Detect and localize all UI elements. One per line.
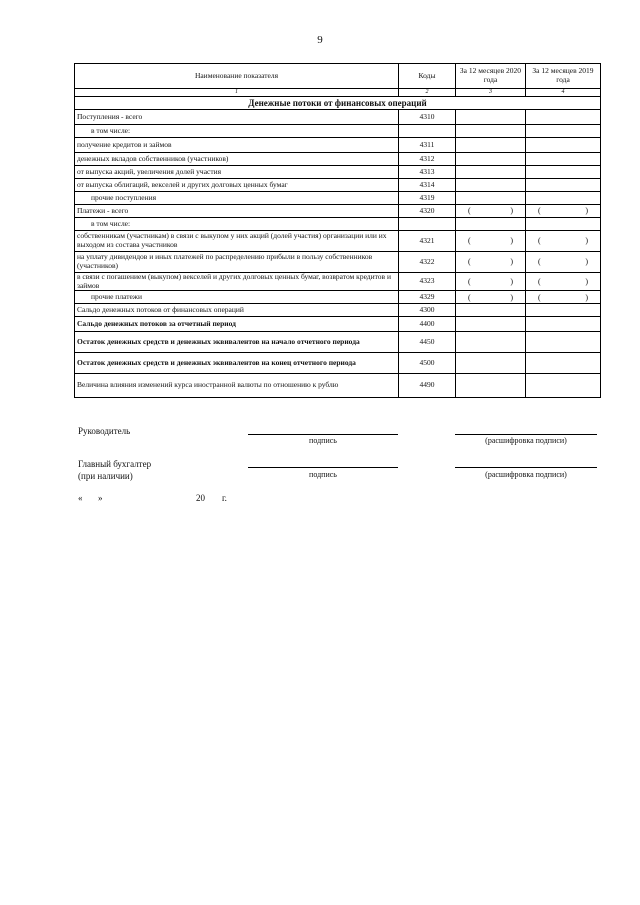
accountant-label: Главный бухгалтер — [78, 459, 152, 469]
table-row — [75, 291, 601, 304]
value-current — [456, 218, 526, 231]
paren-close: ) — [510, 257, 513, 267]
value-previous — [526, 231, 601, 252]
row-name: получение кредитов и займов — [75, 138, 399, 153]
row-code: 4490 — [399, 374, 456, 398]
table-header-row — [75, 64, 601, 89]
date-open-quote: « — [78, 493, 83, 503]
row-code: 4319 — [399, 192, 456, 205]
row-code: 4314 — [399, 179, 456, 192]
table-row — [75, 353, 601, 374]
paren-close: ) — [510, 292, 513, 302]
row-name: от выпуска облигаций, векселей и других долговых ценных бумаг — [75, 179, 399, 192]
value-current — [456, 252, 526, 273]
date-close-quote: » — [98, 493, 103, 503]
table-row — [75, 138, 601, 153]
value-previous — [526, 304, 601, 317]
value-previous — [526, 317, 601, 332]
value-current — [456, 317, 526, 332]
accountant-decode-line — [455, 467, 597, 468]
paren-close: ) — [585, 292, 588, 302]
head-signature-caption: подпись — [309, 436, 337, 445]
value-current — [456, 291, 526, 304]
table-row — [75, 231, 601, 252]
value-previous — [526, 374, 601, 398]
paren-close: ) — [585, 277, 588, 287]
row-name: Платежи - всего — [75, 205, 399, 218]
section-row — [75, 97, 601, 110]
table-row — [75, 110, 601, 125]
row-code: 4322 — [399, 252, 456, 273]
value-current — [456, 138, 526, 153]
row-code: 4310 — [399, 110, 456, 125]
row-code: 4300 — [399, 304, 456, 317]
row-name: Величина влияния изменений курса иностранной валюты по отношению к рублю — [75, 374, 399, 398]
paren-open: ( — [468, 292, 471, 302]
value-previous — [526, 218, 601, 231]
row-code — [399, 218, 456, 231]
row-code: 4312 — [399, 153, 456, 166]
paren-close: ) — [585, 236, 588, 246]
accountant-label-note: (при наличии) — [78, 471, 133, 481]
row-name: Сальдо денежных потоков от финансовых операций — [75, 304, 399, 317]
row-name: от выпуска акций, увеличения долей участия — [75, 166, 399, 179]
row-name: Поступления - всего — [75, 110, 399, 125]
table-row — [75, 218, 601, 231]
row-code: 4400 — [399, 317, 456, 332]
value-previous — [526, 291, 601, 304]
value-previous — [526, 153, 601, 166]
value-current — [456, 179, 526, 192]
value-previous — [526, 252, 601, 273]
paren-close: ) — [585, 257, 588, 267]
value-current — [456, 231, 526, 252]
value-previous — [526, 166, 601, 179]
paren-close: ) — [510, 206, 513, 216]
table-row — [75, 374, 601, 398]
head-decode-caption: (расшифровка подписи) — [485, 436, 567, 445]
paren-close: ) — [510, 236, 513, 246]
value-current — [456, 110, 526, 125]
paren-open: ( — [468, 206, 471, 216]
value-current — [456, 205, 526, 218]
row-name: Сальдо денежных потоков за отчетный период — [75, 317, 399, 332]
column-number: 1 — [75, 89, 399, 97]
table-row — [75, 205, 601, 218]
paren-open: ( — [538, 277, 541, 287]
table-row — [75, 179, 601, 192]
value-current — [456, 332, 526, 353]
value-current — [456, 153, 526, 166]
row-name: прочие поступления — [75, 192, 399, 205]
accountant-decode-caption: (расшифровка подписи) — [485, 470, 567, 479]
value-current — [456, 353, 526, 374]
row-name: прочие платежи — [75, 291, 399, 304]
table-row — [75, 273, 601, 291]
header-period-current: За 12 месяцев 2020 года — [456, 64, 526, 89]
paren-open: ( — [468, 257, 471, 267]
header-code: Коды — [399, 64, 456, 89]
value-previous — [526, 192, 601, 205]
value-previous — [526, 138, 601, 153]
value-previous — [526, 179, 601, 192]
row-code: 4500 — [399, 353, 456, 374]
paren-close: ) — [510, 277, 513, 287]
table-row — [75, 153, 601, 166]
cash-flow-table — [74, 63, 601, 398]
head-signature-line — [248, 434, 398, 435]
header-period-previous: За 12 месяцев 2019 года — [526, 64, 601, 89]
value-current — [456, 374, 526, 398]
row-code: 4320 — [399, 205, 456, 218]
value-previous — [526, 332, 601, 353]
column-number: 2 — [399, 89, 456, 97]
date-year-suffix: г. — [222, 493, 227, 503]
row-name: Остаток денежных средств и денежных эквивалентов на конец отчетного периода — [75, 353, 399, 374]
row-code — [399, 125, 456, 138]
value-previous — [526, 125, 601, 138]
paren-open: ( — [538, 236, 541, 246]
table-row — [75, 166, 601, 179]
value-previous — [526, 273, 601, 291]
value-current — [456, 125, 526, 138]
section-title: Денежные потоки от финансовых операций — [75, 97, 601, 110]
row-name: собственникам (участникам) в связи с выкупом у них акций (долей участия) организации или их выходом из состава участников — [75, 231, 399, 252]
row-name: в том числе: — [75, 125, 399, 138]
page-number: 9 — [317, 34, 323, 46]
table-row — [75, 317, 601, 332]
accountant-signature-line — [248, 467, 398, 468]
table-row — [75, 332, 601, 353]
paren-open: ( — [468, 236, 471, 246]
table-row — [75, 252, 601, 273]
row-code: 4311 — [399, 138, 456, 153]
row-code: 4313 — [399, 166, 456, 179]
value-current — [456, 192, 526, 205]
head-label: Руководитель — [78, 426, 131, 436]
paren-open: ( — [538, 206, 541, 216]
row-name: Остаток денежных средств и денежных эквивалентов на начало отчетного периода — [75, 332, 399, 353]
value-current — [456, 273, 526, 291]
value-previous — [526, 205, 601, 218]
column-numbers-row — [75, 89, 601, 97]
row-code: 4321 — [399, 231, 456, 252]
row-name: в связи с погашением (выкупом) векселей и других долговых ценных бумаг, возвратом кредитов и займов — [75, 273, 399, 291]
column-number: 3 — [456, 89, 526, 97]
paren-open: ( — [538, 292, 541, 302]
header-name: Наименование показателя — [75, 64, 399, 89]
row-name: в том числе: — [75, 218, 399, 231]
value-previous — [526, 110, 601, 125]
paren-open: ( — [538, 257, 541, 267]
paren-open: ( — [468, 277, 471, 287]
table-row — [75, 304, 601, 317]
row-name: на уплату дивидендов и иных платежей по распределению прибыли в пользу собственников (участников) — [75, 252, 399, 273]
paren-close: ) — [585, 206, 588, 216]
value-current — [456, 166, 526, 179]
row-code: 4329 — [399, 291, 456, 304]
accountant-signature-caption: подпись — [309, 470, 337, 479]
row-code: 4323 — [399, 273, 456, 291]
head-decode-line — [455, 434, 597, 435]
column-number: 4 — [526, 89, 601, 97]
date-year-prefix: 20 — [196, 493, 205, 503]
value-previous — [526, 353, 601, 374]
row-code: 4450 — [399, 332, 456, 353]
table-row — [75, 125, 601, 138]
value-current — [456, 304, 526, 317]
row-name: денежных вкладов собственников (участников) — [75, 153, 399, 166]
table-row — [75, 192, 601, 205]
